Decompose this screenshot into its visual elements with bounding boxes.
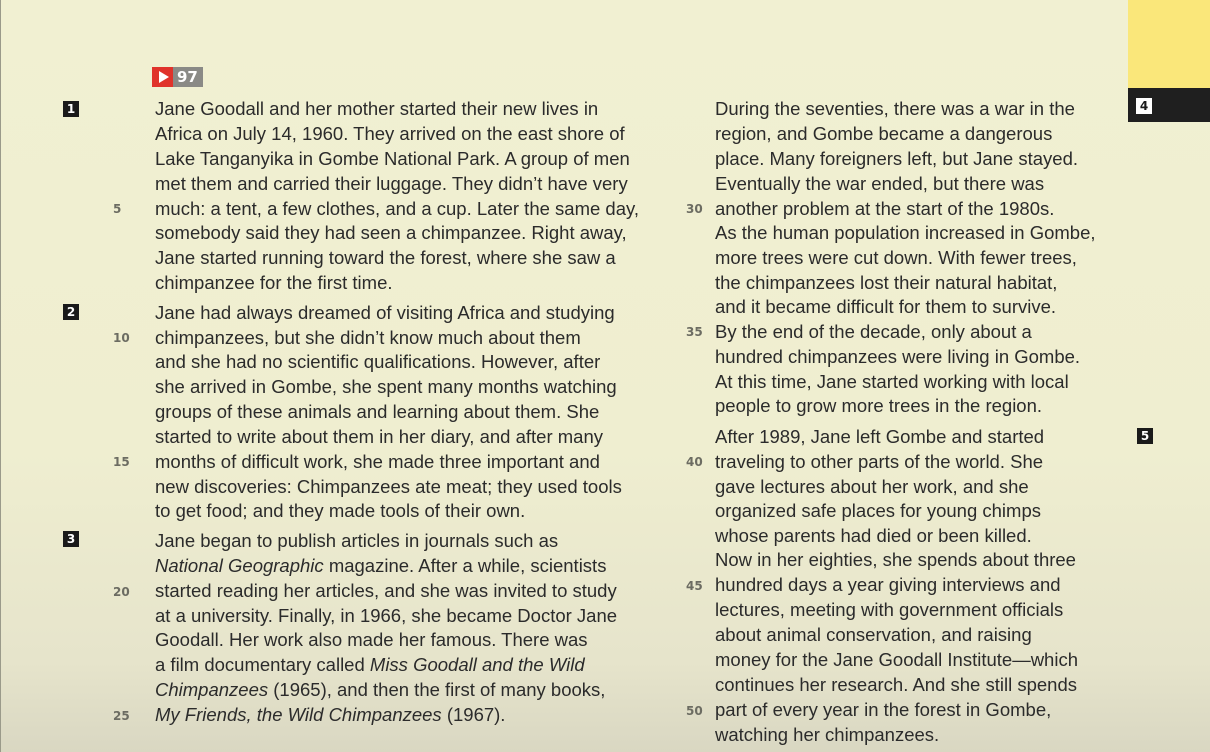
audio-track-number: 97 xyxy=(173,67,203,87)
text-line: about animal conservation, and raising xyxy=(715,624,1032,645)
text-line: Jane began to publish articles in journals such as xyxy=(155,530,559,551)
text-line: Jane had always dreamed of visiting Africa and studying xyxy=(155,302,615,323)
text-line: During the seventies, there was a war in the xyxy=(715,98,1075,119)
text-line: traveling to other parts of the world. She xyxy=(715,451,1044,472)
page-left-rule xyxy=(0,0,1,752)
text-line: As the human population increased in Gombe, xyxy=(715,222,1096,243)
audio-track-button[interactable] xyxy=(152,67,203,87)
paragraph-marker-2: 2 xyxy=(63,304,79,320)
text-line: chimpanzee for the first time. xyxy=(155,272,393,293)
paragraph-marker-3: 3 xyxy=(63,531,79,547)
text-line: Africa on July 14, 1960. They arrived on the east shore of xyxy=(155,123,625,144)
text-line: whose parents had died or been killed. xyxy=(715,525,1032,546)
text-fragment: (1967). xyxy=(446,704,506,725)
text-line: watching her chimpanzees. xyxy=(715,724,940,745)
text-line: hundred chimpanzees were living in Gombe. xyxy=(715,346,1081,367)
line-number: 20 xyxy=(113,585,130,599)
text-line: After 1989, Jane left Gombe and started xyxy=(715,426,1045,447)
line-number: 45 xyxy=(686,579,703,593)
italic-film-title: Miss Goodall and the Wild xyxy=(369,654,585,675)
line-number: 15 xyxy=(113,455,130,469)
text-line: hundred days a year giving interviews and xyxy=(715,574,1061,595)
text-line: Now in her eighties, she spends about three xyxy=(715,549,1076,570)
text-line: more trees were cut down. With fewer trees, xyxy=(715,247,1077,268)
yellow-side-tab xyxy=(1128,0,1210,88)
text-line: Goodall. Her work also made her famous. There was xyxy=(155,629,588,650)
line-number: 50 xyxy=(686,704,703,718)
text-line: continues her research. And she still spends xyxy=(715,674,1077,695)
italic-book-title: My Friends, the Wild Chimpanzees xyxy=(155,704,442,725)
text-line: Jane Goodall and her mother started their new lives in xyxy=(155,98,599,119)
line-number: 10 xyxy=(113,331,130,345)
paragraph-marker-1: 1 xyxy=(63,101,79,117)
text-line: another problem at the start of the 1980s. xyxy=(715,198,1055,219)
line-number: 30 xyxy=(686,202,703,216)
text-line: to get food; and they made tools of their own. xyxy=(155,500,526,521)
text-line: part of every year in the forest in Gombe, xyxy=(715,699,1052,720)
text-line: lectures, meeting with government officials xyxy=(715,599,1064,620)
text-line: months of difficult work, she made three important and xyxy=(155,451,600,472)
play-icon[interactable] xyxy=(152,67,173,87)
text-line: much: a tent, a few clothes, and a cup. Later the same day, xyxy=(155,198,640,219)
text-line xyxy=(155,703,505,727)
text-line: Eventually the war ended, but there was xyxy=(715,173,1045,194)
text-line: Lake Tanganyika in Gombe National Park. A group of men xyxy=(155,148,630,169)
text-line: and she had no scientific qualifications. However, after xyxy=(155,351,601,372)
text-fragment: magazine. After a while, scientists xyxy=(328,555,607,576)
text-line: By the end of the decade, only about a xyxy=(715,321,1032,342)
text-line: she arrived in Gombe, she spent many months watching xyxy=(155,376,617,397)
text-line: At this time, Jane started working with local xyxy=(715,371,1069,392)
italic-magazine-title: National Geographic xyxy=(155,555,324,576)
text-line: money for the Jane Goodall Institute—which xyxy=(715,649,1078,670)
text-line xyxy=(155,678,605,702)
text-line xyxy=(155,554,606,578)
text-line: gave lectures about her work, and she xyxy=(715,476,1029,497)
text-line: the chimpanzees lost their natural habitat, xyxy=(715,272,1058,293)
line-number: 25 xyxy=(113,709,130,723)
text-fragment: a film documentary called xyxy=(155,654,365,675)
text-line: started to write about them in her diary, and after many xyxy=(155,426,603,447)
text-line xyxy=(155,653,585,677)
text-line: people to grow more trees in the region. xyxy=(715,395,1043,416)
text-line: and it became difficult for them to survive. xyxy=(715,296,1057,317)
paragraph-marker-4: 4 xyxy=(1136,98,1152,114)
line-number: 35 xyxy=(686,325,703,339)
text-line: at a university. Finally, in 1966, she became Doctor Jane xyxy=(155,605,618,626)
text-line: organized safe places for young chimps xyxy=(715,500,1041,521)
text-line: region, and Gombe became a dangerous xyxy=(715,123,1053,144)
text-line: place. Many foreigners left, but Jane stayed. xyxy=(715,148,1079,169)
line-number: 5 xyxy=(113,202,122,216)
paragraph-marker-5: 5 xyxy=(1137,428,1153,444)
text-line: met them and carried their luggage. They didn’t have very xyxy=(155,173,628,194)
text-line: started reading her articles, and she was invited to study xyxy=(155,580,617,601)
text-line: Jane started running toward the forest, where she saw a xyxy=(155,247,616,268)
text-line: new discoveries: Chimpanzees ate meat; they used tools xyxy=(155,476,622,497)
text-line: groups of these animals and learning about them. She xyxy=(155,401,600,422)
text-fragment: (1965), and then the first of many books, xyxy=(273,679,606,700)
italic-film-title-cont: Chimpanzees xyxy=(155,679,269,700)
text-line: somebody said they had seen a chimpanzee. Right away, xyxy=(155,222,627,243)
text-line: chimpanzees, but she didn’t know much about them xyxy=(155,327,581,348)
line-number: 40 xyxy=(686,455,703,469)
